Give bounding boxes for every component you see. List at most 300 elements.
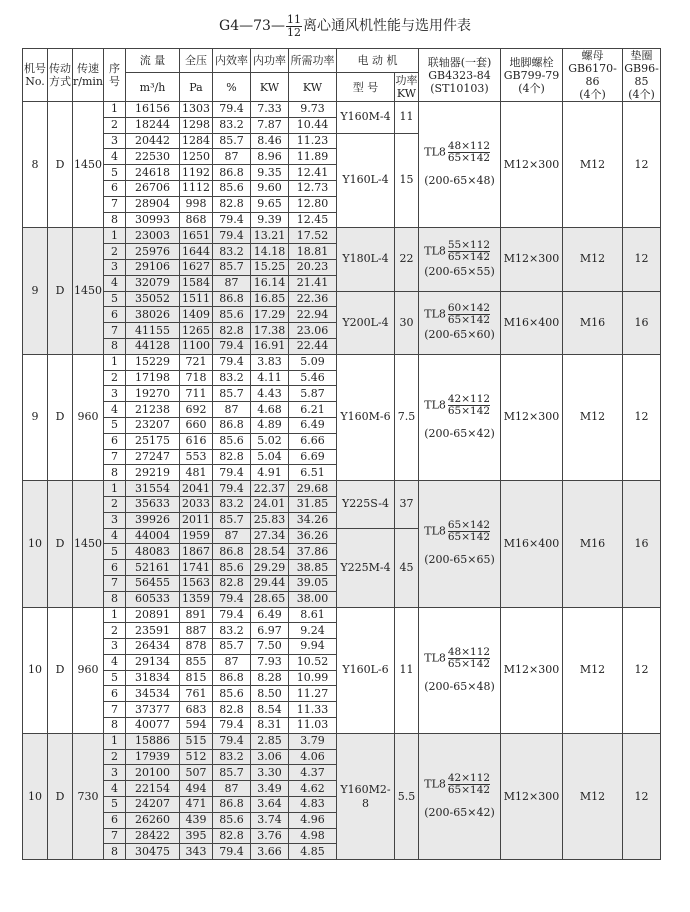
header-row-1	[23, 49, 661, 73]
cell-internal-power: 4.43	[251, 386, 289, 402]
title-fraction	[286, 14, 302, 39]
cell-required-power: 11.03	[289, 718, 337, 734]
group-speed: 960	[73, 354, 104, 480]
coupling-spec	[419, 102, 501, 228]
cell-pressure: 1627	[180, 259, 213, 275]
group-speed: 960	[73, 607, 104, 733]
cell-required-power: 17.52	[289, 228, 337, 244]
cell-required-power: 6.51	[289, 465, 337, 481]
cell-flow: 31834	[126, 670, 180, 686]
cell-flow: 38026	[126, 307, 180, 323]
cell-efficiency: 86.8	[213, 797, 251, 813]
header-flow: 流 量	[126, 49, 180, 73]
cell-anchor: M16×400	[501, 481, 563, 607]
cell-washer: 16	[623, 291, 661, 354]
cell-pressure: 1284	[180, 133, 213, 149]
cell-required-power: 4.83	[289, 797, 337, 813]
cell-required-power: 5.09	[289, 354, 337, 370]
cell-pressure: 878	[180, 639, 213, 655]
cell-flow: 29134	[126, 654, 180, 670]
cell-flow: 35052	[126, 291, 180, 307]
cell-washer: 12	[623, 102, 661, 228]
cell-efficiency: 87	[213, 275, 251, 291]
cell-required-power: 4.96	[289, 812, 337, 828]
cell-seq: 3	[104, 639, 126, 655]
cell-flow: 29219	[126, 465, 180, 481]
cell-required-power: 8.61	[289, 607, 337, 623]
coupling-numerator: 48×112	[447, 140, 491, 153]
cell-seq: 5	[104, 417, 126, 433]
cell-pressure: 1250	[180, 149, 213, 165]
cell-seq: 7	[104, 575, 126, 591]
header-anchor-bolt: 地脚螺栓 GB799-79 (4个)	[501, 49, 563, 102]
cell-efficiency: 85.7	[213, 259, 251, 275]
coupling-type: TL8	[424, 524, 446, 538]
coupling-formula	[424, 773, 495, 819]
cell-seq: 3	[104, 512, 126, 528]
cell-required-power: 3.79	[289, 733, 337, 749]
cell-pressure: 395	[180, 828, 213, 844]
cell-seq: 5	[104, 544, 126, 560]
coupling-type: TL8	[424, 307, 446, 321]
cell-pressure: 481	[180, 465, 213, 481]
coupling-fraction	[448, 141, 490, 164]
cell-internal-power: 17.29	[251, 307, 289, 323]
cell-internal-power: 4.11	[251, 370, 289, 386]
cell-seq: 6	[104, 433, 126, 449]
motor-model: Y200L-4	[337, 291, 395, 354]
coupling-formula	[424, 394, 495, 440]
table-row	[23, 733, 661, 749]
cell-efficiency: 83.2	[213, 244, 251, 260]
cell-required-power: 5.46	[289, 370, 337, 386]
header-drive: 传动 方式	[48, 49, 73, 102]
cell-efficiency: 85.7	[213, 133, 251, 149]
title-fraction-numerator: 11	[286, 12, 301, 26]
cell-internal-power: 16.91	[251, 338, 289, 354]
motor-model: Y160L-6	[337, 607, 395, 733]
cell-seq: 2	[104, 496, 126, 512]
cell-pressure: 1298	[180, 117, 213, 133]
header-motor-power: 功率 KW	[395, 74, 418, 101]
cell-pressure: 692	[180, 402, 213, 418]
cell-seq: 8	[104, 465, 126, 481]
cell-seq: 2	[104, 370, 126, 386]
cell-required-power: 9.73	[289, 102, 337, 118]
cell-nut: M12	[563, 607, 623, 733]
cell-efficiency: 82.8	[213, 575, 251, 591]
motor-power: 22	[395, 228, 419, 291]
header-internal-power-unit: KW	[251, 73, 289, 102]
cell-pressure: 1112	[180, 180, 213, 196]
cell-flow: 32079	[126, 275, 180, 291]
document-title	[0, 6, 690, 46]
cell-pressure: 1100	[180, 338, 213, 354]
cell-anchor: M12×300	[501, 228, 563, 291]
coupling-denominator: 65×142	[447, 404, 491, 417]
cell-required-power: 12.45	[289, 212, 337, 228]
cell-internal-power: 8.50	[251, 686, 289, 702]
cell-required-power: 6.66	[289, 433, 337, 449]
header-required-power-unit: KW	[289, 73, 337, 102]
cell-flow: 56455	[126, 575, 180, 591]
motor-model: Y225M-4	[337, 528, 395, 607]
cell-seq: 8	[104, 844, 126, 860]
coupling-numerator: 48×112	[447, 645, 491, 658]
coupling-denominator: 65×142	[447, 314, 491, 327]
cell-required-power: 38.00	[289, 591, 337, 607]
cell-required-power: 6.21	[289, 402, 337, 418]
cell-pressure: 1644	[180, 244, 213, 260]
cell-internal-power: 17.38	[251, 323, 289, 339]
header-pressure: 全压	[180, 49, 213, 73]
cell-pressure: 660	[180, 417, 213, 433]
cell-flow: 40077	[126, 718, 180, 734]
cell-seq: 7	[104, 702, 126, 718]
cell-internal-power: 8.31	[251, 718, 289, 734]
header-washer: 垫圈 GB96-85 (4个)	[624, 49, 659, 101]
cell-efficiency: 86.8	[213, 165, 251, 181]
cell-required-power: 4.62	[289, 781, 337, 797]
coupling-fraction	[448, 647, 490, 670]
coupling-type: TL8	[424, 398, 446, 412]
cell-required-power: 36.26	[289, 528, 337, 544]
cell-internal-power: 3.49	[251, 781, 289, 797]
cell-internal-power: 15.25	[251, 259, 289, 275]
cell-flow: 52161	[126, 560, 180, 576]
cell-required-power: 18.81	[289, 244, 337, 260]
cell-internal-power: 9.39	[251, 212, 289, 228]
cell-efficiency: 83.2	[213, 623, 251, 639]
cell-required-power: 10.99	[289, 670, 337, 686]
cell-required-power: 29.68	[289, 481, 337, 497]
header-coupling: 联轴器(一套) GB4323-84 (ST10103)	[419, 49, 501, 102]
cell-flow: 30993	[126, 212, 180, 228]
cell-seq: 1	[104, 733, 126, 749]
cell-flow: 29106	[126, 259, 180, 275]
cell-washer: 12	[623, 733, 661, 859]
cell-pressure: 616	[180, 433, 213, 449]
title-suffix: 离心通风机性能与选用件表	[302, 18, 471, 34]
group-drive: D	[48, 607, 73, 733]
cell-efficiency: 86.8	[213, 670, 251, 686]
cell-pressure: 718	[180, 370, 213, 386]
cell-required-power: 11.23	[289, 133, 337, 149]
cell-internal-power: 8.96	[251, 149, 289, 165]
cell-seq: 7	[104, 196, 126, 212]
cell-nut: M16	[563, 481, 623, 607]
cell-internal-power: 5.02	[251, 433, 289, 449]
cell-internal-power: 7.93	[251, 654, 289, 670]
cell-efficiency: 82.8	[213, 323, 251, 339]
cell-seq: 7	[104, 323, 126, 339]
header-pressure-unit: Pa	[180, 73, 213, 102]
cell-efficiency: 85.6	[213, 560, 251, 576]
motor-model: Y180L-4	[337, 228, 395, 291]
cell-efficiency: 87	[213, 149, 251, 165]
cell-required-power: 34.26	[289, 512, 337, 528]
cell-internal-power: 29.44	[251, 575, 289, 591]
group-drive: D	[48, 733, 73, 859]
cell-seq: 5	[104, 670, 126, 686]
cell-efficiency: 79.4	[213, 102, 251, 118]
cell-washer: 16	[623, 481, 661, 607]
cell-internal-power: 3.76	[251, 828, 289, 844]
cell-anchor: M12×300	[501, 102, 563, 228]
cell-pressure: 1741	[180, 560, 213, 576]
coupling-type: TL8	[424, 244, 446, 258]
cell-seq: 3	[104, 386, 126, 402]
header-internal-power: 内功率	[251, 49, 289, 73]
cell-pressure: 1651	[180, 228, 213, 244]
header-efficiency: 内效率	[213, 49, 251, 73]
motor-power: 45	[395, 528, 419, 607]
cell-efficiency: 82.8	[213, 196, 251, 212]
cell-washer: 12	[623, 354, 661, 480]
cell-efficiency: 86.8	[213, 291, 251, 307]
motor-power: 30	[395, 291, 419, 354]
cell-seq: 6	[104, 180, 126, 196]
table-row	[23, 102, 661, 118]
cell-efficiency: 85.6	[213, 812, 251, 828]
cell-internal-power: 3.06	[251, 749, 289, 765]
cell-internal-power: 6.97	[251, 623, 289, 639]
cell-efficiency: 79.4	[213, 465, 251, 481]
cell-seq: 4	[104, 781, 126, 797]
group-no: 10	[23, 733, 48, 859]
cell-efficiency: 83.2	[213, 749, 251, 765]
cell-efficiency: 85.6	[213, 307, 251, 323]
cell-seq: 3	[104, 259, 126, 275]
cell-pressure: 2041	[180, 481, 213, 497]
cell-required-power: 12.73	[289, 180, 337, 196]
cell-efficiency: 79.4	[213, 591, 251, 607]
coupling-spec	[419, 291, 501, 354]
cell-flow: 44004	[126, 528, 180, 544]
coupling-spec	[419, 481, 501, 607]
cell-internal-power: 9.60	[251, 180, 289, 196]
cell-flow: 17198	[126, 370, 180, 386]
cell-seq: 6	[104, 812, 126, 828]
cell-seq: 1	[104, 607, 126, 623]
cell-internal-power: 22.37	[251, 481, 289, 497]
cell-seq: 7	[104, 449, 126, 465]
cell-pressure: 512	[180, 749, 213, 765]
cell-required-power: 37.86	[289, 544, 337, 560]
cell-pressure: 868	[180, 212, 213, 228]
title-prefix: G4—73—	[219, 18, 285, 34]
cell-flow: 24207	[126, 797, 180, 813]
cell-seq: 5	[104, 797, 126, 813]
cell-flow: 35633	[126, 496, 180, 512]
coupling-spec	[419, 733, 501, 859]
cell-required-power: 21.41	[289, 275, 337, 291]
cell-required-power: 20.23	[289, 259, 337, 275]
cell-seq: 6	[104, 686, 126, 702]
cell-pressure: 343	[180, 844, 213, 860]
cell-pressure: 711	[180, 386, 213, 402]
cell-seq: 5	[104, 291, 126, 307]
cell-required-power: 10.44	[289, 117, 337, 133]
cell-internal-power: 4.91	[251, 465, 289, 481]
cell-seq: 3	[104, 133, 126, 149]
cell-required-power: 39.05	[289, 575, 337, 591]
cell-pressure: 998	[180, 196, 213, 212]
cell-required-power: 4.06	[289, 749, 337, 765]
cell-pressure: 507	[180, 765, 213, 781]
cell-flow: 39926	[126, 512, 180, 528]
coupling-type: TL8	[424, 651, 446, 665]
motor-model: Y160M-4	[337, 102, 395, 134]
group-no: 9	[23, 354, 48, 480]
coupling-formula	[424, 240, 495, 278]
cell-flow: 44128	[126, 338, 180, 354]
cell-flow: 26434	[126, 639, 180, 655]
cell-flow: 31554	[126, 481, 180, 497]
cell-nut: M16	[563, 291, 623, 354]
cell-pressure: 891	[180, 607, 213, 623]
coupling-formula	[424, 141, 495, 187]
cell-required-power: 11.27	[289, 686, 337, 702]
cell-internal-power: 7.50	[251, 639, 289, 655]
cell-seq: 7	[104, 828, 126, 844]
cell-seq: 2	[104, 749, 126, 765]
cell-efficiency: 79.4	[213, 607, 251, 623]
cell-flow: 23003	[126, 228, 180, 244]
fan-group-1	[23, 102, 661, 228]
cell-required-power: 11.33	[289, 702, 337, 718]
cell-efficiency: 87	[213, 528, 251, 544]
cell-flow: 27247	[126, 449, 180, 465]
table-row	[23, 481, 661, 497]
cell-required-power: 23.06	[289, 323, 337, 339]
header-speed: 传速 r/min	[73, 49, 104, 102]
cell-seq: 1	[104, 354, 126, 370]
cell-efficiency: 82.8	[213, 449, 251, 465]
fan-group-3	[23, 354, 661, 480]
cell-internal-power: 13.21	[251, 228, 289, 244]
cell-flow: 19270	[126, 386, 180, 402]
header-seq: 序 号	[104, 49, 126, 102]
coupling-denominator: 65×142	[447, 250, 491, 263]
coupling-fraction	[448, 520, 490, 543]
motor-model: Y160L-4	[337, 133, 395, 228]
cell-required-power: 6.69	[289, 449, 337, 465]
cell-flow: 25175	[126, 433, 180, 449]
cell-flow: 22530	[126, 149, 180, 165]
cell-efficiency: 79.4	[213, 844, 251, 860]
group-speed: 730	[73, 733, 104, 859]
cell-internal-power: 14.18	[251, 244, 289, 260]
coupling-size: (200-65×42)	[424, 426, 495, 440]
coupling-formula	[424, 647, 495, 693]
cell-nut: M12	[563, 228, 623, 291]
cell-seq: 8	[104, 718, 126, 734]
table-row	[23, 607, 661, 623]
cell-seq: 8	[104, 338, 126, 354]
cell-internal-power: 9.35	[251, 165, 289, 181]
group-no: 10	[23, 607, 48, 733]
cell-internal-power: 2.85	[251, 733, 289, 749]
cell-seq: 2	[104, 623, 126, 639]
coupling-spec	[419, 354, 501, 480]
cell-seq: 4	[104, 275, 126, 291]
cell-required-power: 9.94	[289, 639, 337, 655]
cell-efficiency: 79.4	[213, 228, 251, 244]
group-drive: D	[48, 228, 73, 354]
cell-required-power: 5.87	[289, 386, 337, 402]
cell-pressure: 1409	[180, 307, 213, 323]
cell-internal-power: 16.14	[251, 275, 289, 291]
cell-internal-power: 7.33	[251, 102, 289, 118]
coupling-type: TL8	[424, 145, 446, 159]
cell-efficiency: 85.6	[213, 180, 251, 196]
cell-pressure: 855	[180, 654, 213, 670]
cell-flow: 25976	[126, 244, 180, 260]
cell-internal-power: 7.87	[251, 117, 289, 133]
cell-internal-power: 8.46	[251, 133, 289, 149]
cell-required-power: 4.37	[289, 765, 337, 781]
cell-efficiency: 87	[213, 781, 251, 797]
cell-efficiency: 79.4	[213, 212, 251, 228]
cell-seq: 1	[104, 102, 126, 118]
fan-group-6	[23, 733, 661, 859]
cell-seq: 5	[104, 165, 126, 181]
header-motor-model: 型 号	[337, 73, 395, 102]
table-row	[23, 228, 661, 244]
motor-model: Y225S-4	[337, 481, 395, 528]
coupling-fraction	[448, 773, 490, 796]
cell-efficiency: 79.4	[213, 338, 251, 354]
cell-required-power: 4.98	[289, 828, 337, 844]
cell-seq: 4	[104, 402, 126, 418]
fan-group-4	[23, 481, 661, 607]
coupling-denominator: 65×142	[447, 531, 491, 544]
cell-efficiency: 85.7	[213, 765, 251, 781]
cell-efficiency: 83.2	[213, 370, 251, 386]
coupling-denominator: 65×142	[447, 657, 491, 670]
cell-seq: 2	[104, 117, 126, 133]
cell-seq: 1	[104, 228, 126, 244]
motor-model: Y160M-6	[337, 354, 395, 480]
cell-efficiency: 85.7	[213, 639, 251, 655]
coupling-denominator: 65×142	[447, 152, 491, 165]
motor-power: 15	[395, 133, 419, 228]
table-row	[23, 291, 661, 307]
cell-flow: 20100	[126, 765, 180, 781]
cell-pressure: 1563	[180, 575, 213, 591]
cell-anchor: M12×300	[501, 733, 563, 859]
cell-flow: 16156	[126, 102, 180, 118]
cell-flow: 23207	[126, 417, 180, 433]
group-speed: 1450	[73, 228, 104, 354]
cell-internal-power: 4.89	[251, 417, 289, 433]
cell-seq: 8	[104, 212, 126, 228]
coupling-size: (200-65×48)	[424, 679, 495, 693]
cell-required-power: 31.85	[289, 496, 337, 512]
performance-table	[22, 48, 661, 860]
cell-required-power: 4.85	[289, 844, 337, 860]
header-motor: 电 动 机	[337, 49, 419, 73]
group-no: 9	[23, 228, 48, 354]
cell-efficiency: 83.2	[213, 117, 251, 133]
coupling-size: (200-65×48)	[424, 174, 495, 188]
cell-anchor: M16×400	[501, 291, 563, 354]
cell-efficiency: 85.6	[213, 433, 251, 449]
cell-flow: 26706	[126, 180, 180, 196]
coupling-numerator: 42×112	[447, 772, 491, 785]
cell-nut: M12	[563, 102, 623, 228]
